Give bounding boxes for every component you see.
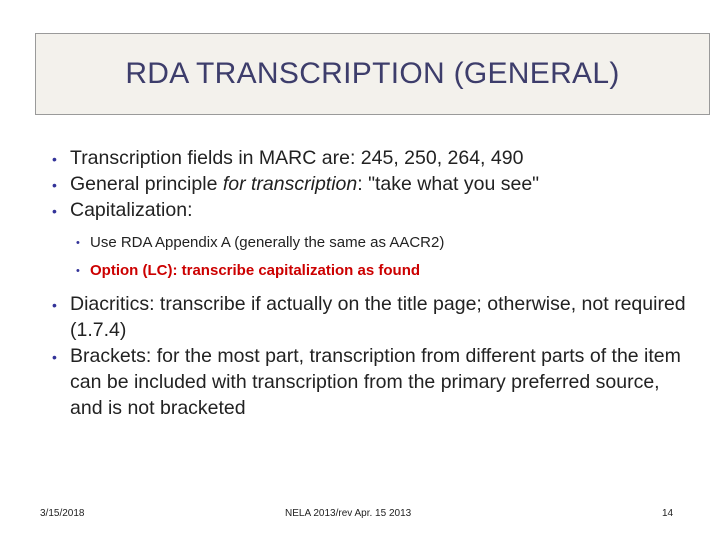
- bullet-icon: •: [76, 237, 80, 249]
- bullet-icon: •: [52, 203, 57, 219]
- bullet-icon: •: [52, 151, 57, 167]
- bullet-text-italic: for transcription: [222, 173, 358, 195]
- sub-bullet-text: Option (LC): transcribe capitalization as found: [90, 262, 421, 279]
- footer-center-text: NELA 2013/rev Apr. 15 2013: [285, 508, 412, 519]
- bullet-text: Capitalization:: [70, 199, 193, 221]
- slide-title: RDA TRANSCRIPTION (GENERAL): [125, 57, 620, 90]
- sub-bullet-item: [50, 229, 690, 257]
- sub-bullet-item-highlight: [50, 257, 690, 285]
- bullet-icon: •: [76, 265, 80, 277]
- bullet-text-part: General principle: [70, 173, 223, 195]
- bullet-text-part: : "take what you see": [357, 173, 540, 195]
- bullet-icon: •: [52, 177, 57, 193]
- title-box: [35, 33, 710, 115]
- footer-page-number: 14: [662, 508, 674, 519]
- bullet-text: [70, 173, 539, 195]
- bullet-text: Transcription fields in MARC are: 245, 250, 264, 490: [70, 147, 524, 169]
- bullet-list: [50, 145, 690, 421]
- bullet-item: [50, 197, 690, 223]
- bullet-item: [50, 343, 690, 421]
- bullet-item: [50, 171, 690, 197]
- bullet-icon: •: [52, 349, 57, 365]
- bullet-item: [50, 145, 690, 171]
- bullet-icon: •: [52, 297, 57, 313]
- sub-bullet-text: Use RDA Appendix A (generally the same as AACR2): [90, 234, 445, 251]
- bullet-item: [50, 291, 690, 343]
- bullet-text: Brackets: for the most part, transcription from different parts of the item can be included with transcription from the primary preferred source, and is not bracketed: [70, 345, 681, 419]
- bullet-text: Diacritics: transcribe if actually on the title page; otherwise, not required (1.7.4): [70, 293, 686, 341]
- footer-date: 3/15/2018: [40, 508, 85, 519]
